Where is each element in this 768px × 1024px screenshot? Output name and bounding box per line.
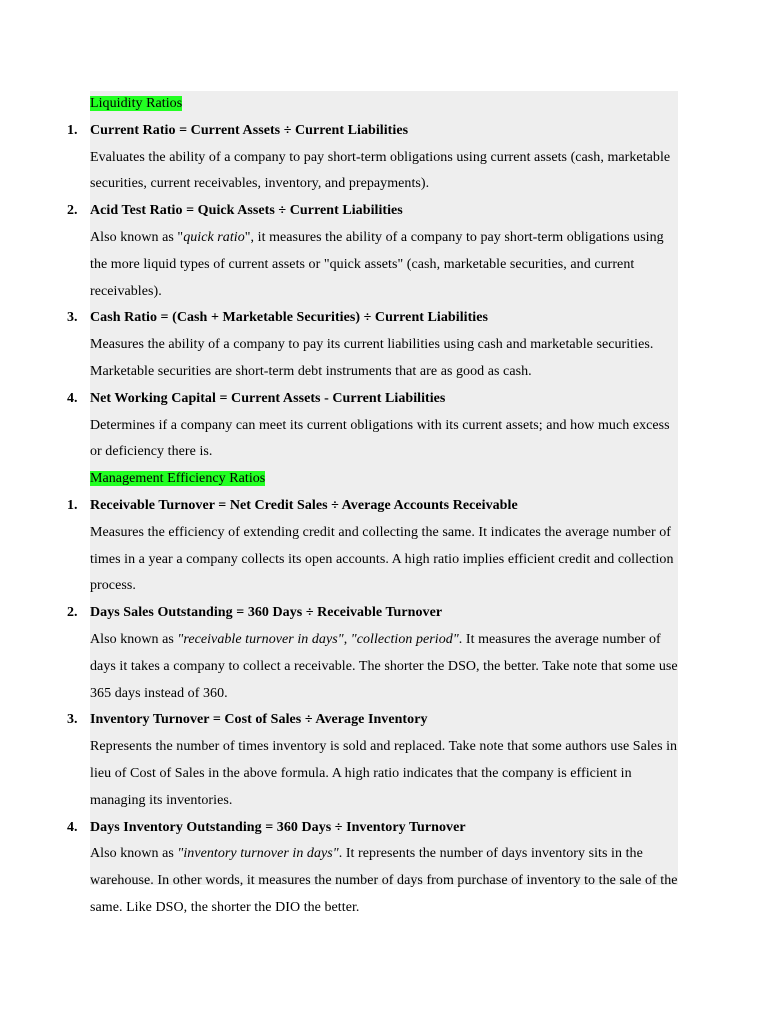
description-italic-run: "inventory turnover in days" — [177, 846, 339, 862]
list-item — [67, 386, 678, 466]
item-description — [90, 145, 678, 199]
item-number: 3. — [67, 712, 78, 728]
list-item — [67, 305, 678, 385]
description-italic-run: "receivable turnover in days" — [177, 631, 344, 647]
section-heading-liquidity — [90, 91, 678, 118]
list-item — [67, 815, 678, 922]
item-title: Acid Test Ratio = Quick Assets ÷ Current Liabilities — [90, 203, 403, 219]
item-number: 1. — [67, 497, 78, 513]
item-description — [90, 627, 678, 707]
item-title: Current Ratio = Current Assets ÷ Current Liabilities — [90, 122, 409, 138]
item-description — [90, 413, 678, 467]
description-text-run: . It represents the number of days inventory sits in the warehouse. In other words, it measures the number of days from purchase of inventory to the sale of the same. Like DSO, the shorter the DIO the better. — [90, 846, 678, 915]
description-text-run: Also known as — [90, 846, 178, 862]
description-text-run: Measures the efficiency of extending credit and collecting the same. It indicates the average number of times in a year a company collects its open accounts. A high ratio implies efficient credit and collection process. — [90, 524, 674, 594]
description-text-run: Also known as " — [90, 229, 184, 245]
item-title: Cash Ratio = (Cash + Marketable Securities) ÷ Current Liabilities — [90, 310, 488, 326]
document-panel — [67, 91, 678, 915]
item-description — [90, 841, 678, 921]
list-item — [67, 493, 678, 600]
list-item — [67, 707, 678, 814]
description-text-run: Represents the number of times inventory is sold and replaced. Take note that some authors use Sales in lieu of Cost of Sales in the above formula. A high ratio indicates that the company is efficient in managing its inventories. — [90, 739, 678, 808]
description-text-run: Determines if a company can meet its current obligations with its current assets; and how much excess or deficiency there is. — [90, 417, 670, 460]
item-number: 3. — [67, 310, 78, 326]
description-text-run: , — [343, 631, 351, 647]
item-title: Days Inventory Outstanding = 360 Days ÷ Inventory Turnover — [90, 819, 466, 835]
item-title: Inventory Turnover = Cost of Sales ÷ Average Inventory — [90, 712, 428, 728]
item-description — [90, 734, 678, 814]
item-number: 1. — [67, 122, 78, 138]
item-number: 4. — [67, 390, 78, 406]
description-text-run: . It measures the average number of days it takes a company to collect a receivable. The shorter the DSO, the better. Take note that some use 365 days instead of 360. — [90, 631, 678, 701]
heading-highlight: Management Efficiency Ratios — [90, 471, 266, 487]
section-heading-management-efficiency — [90, 466, 678, 493]
item-number: 2. — [67, 203, 78, 219]
list-item — [67, 198, 678, 305]
description-text-run: Evaluates the ability of a company to pay short-term obligations using current assets (cash, marketable securities, current receivables, inventory, and prepayments). — [90, 149, 671, 192]
description-text-run: Also known as — [90, 631, 178, 647]
item-title: Receivable Turnover = Net Credit Sales ÷ Average Accounts Receivable — [90, 497, 518, 513]
item-number: 2. — [67, 605, 78, 621]
heading-highlight: Liquidity Ratios — [90, 96, 183, 111]
item-description — [90, 332, 678, 386]
list-item — [67, 600, 678, 707]
item-title: Days Sales Outstanding = 360 Days ÷ Receivable Turnover — [90, 605, 443, 621]
item-title: Net Working Capital = Current Assets - Current Liabilities — [90, 390, 446, 406]
document-content — [67, 91, 678, 922]
description-italic-run: "collection period" — [350, 631, 459, 647]
item-description — [90, 520, 678, 600]
list-item — [67, 118, 678, 198]
description-text-run: Measures the ability of a company to pay its current liabilities using cash and marketable securities. Marketable securities are short-term debt instruments that are as good as cash. — [90, 337, 654, 379]
description-italic-run: quick ratio — [183, 229, 245, 245]
description-text-run: ", it measures the ability of a company to pay short-term obligations using the more liquid types of current assets or "quick assets" (cash, marketable securities, and current receivables). — [90, 229, 664, 299]
item-description — [90, 225, 678, 305]
item-number: 4. — [67, 819, 78, 835]
